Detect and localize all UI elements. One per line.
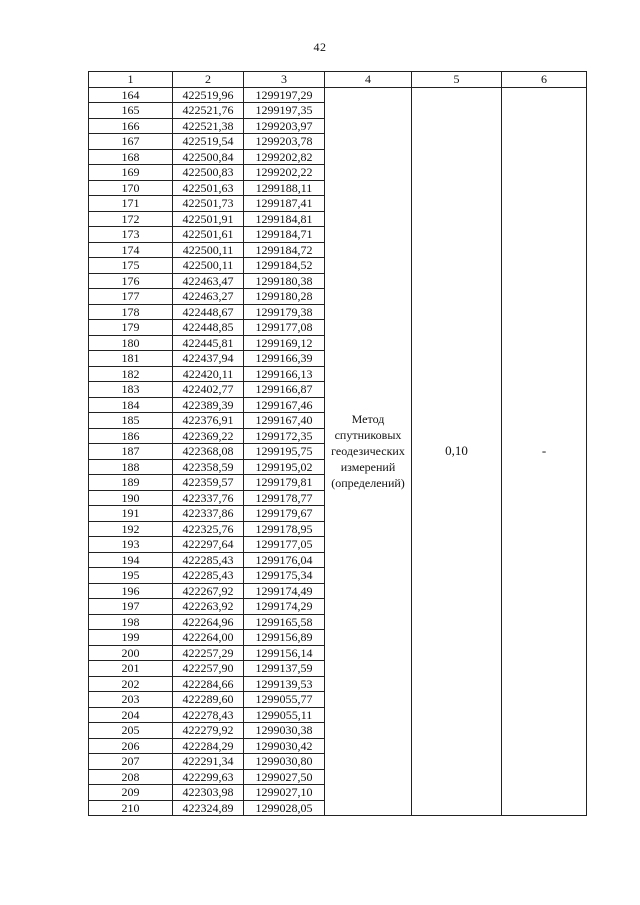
y-coordinate-cell: 1299197,35 xyxy=(244,103,325,119)
y-coordinate-cell: 1299172,35 xyxy=(244,428,325,444)
x-coordinate-cell: 422500,84 xyxy=(173,149,244,165)
x-coordinate-cell: 422519,54 xyxy=(173,134,244,150)
point-number-cell: 166 xyxy=(89,118,173,134)
column-header: 3 xyxy=(244,72,325,88)
point-number-cell: 178 xyxy=(89,304,173,320)
point-number-cell: 204 xyxy=(89,707,173,723)
x-coordinate-cell: 422500,11 xyxy=(173,258,244,274)
y-coordinate-cell: 1299177,05 xyxy=(244,537,325,553)
point-number-cell: 205 xyxy=(89,723,173,739)
y-coordinate-cell: 1299166,39 xyxy=(244,351,325,367)
point-number-cell: 185 xyxy=(89,413,173,429)
table-body xyxy=(89,87,587,816)
x-coordinate-cell: 422402,77 xyxy=(173,382,244,398)
x-coordinate-cell: 422463,47 xyxy=(173,273,244,289)
y-coordinate-cell: 1299167,46 xyxy=(244,397,325,413)
point-number-cell: 188 xyxy=(89,459,173,475)
y-coordinate-cell: 1299184,81 xyxy=(244,211,325,227)
point-number-cell: 196 xyxy=(89,583,173,599)
x-coordinate-cell: 422284,29 xyxy=(173,738,244,754)
x-coordinate-cell: 422337,76 xyxy=(173,490,244,506)
y-coordinate-cell: 1299184,71 xyxy=(244,227,325,243)
point-number-cell: 167 xyxy=(89,134,173,150)
y-coordinate-cell: 1299203,97 xyxy=(244,118,325,134)
column-header: 4 xyxy=(325,72,412,88)
y-coordinate-cell: 1299179,38 xyxy=(244,304,325,320)
point-number-cell: 193 xyxy=(89,537,173,553)
point-number-cell: 175 xyxy=(89,258,173,274)
point-number-cell: 210 xyxy=(89,800,173,816)
point-number-cell: 207 xyxy=(89,754,173,770)
y-coordinate-cell: 1299055,11 xyxy=(244,707,325,723)
table-row xyxy=(89,87,587,103)
point-number-cell: 174 xyxy=(89,242,173,258)
y-coordinate-cell: 1299166,87 xyxy=(244,382,325,398)
y-coordinate-cell: 1299195,02 xyxy=(244,459,325,475)
x-coordinate-cell: 422448,67 xyxy=(173,304,244,320)
y-coordinate-cell: 1299137,59 xyxy=(244,661,325,677)
point-number-cell: 202 xyxy=(89,676,173,692)
x-coordinate-cell: 422289,60 xyxy=(173,692,244,708)
y-coordinate-cell: 1299139,53 xyxy=(244,676,325,692)
point-number-cell: 195 xyxy=(89,568,173,584)
y-coordinate-cell: 1299202,82 xyxy=(244,149,325,165)
point-number-cell: 183 xyxy=(89,382,173,398)
y-coordinate-cell: 1299195,75 xyxy=(244,444,325,460)
y-coordinate-cell: 1299175,34 xyxy=(244,568,325,584)
point-number-cell: 173 xyxy=(89,227,173,243)
x-coordinate-cell: 422463,27 xyxy=(173,289,244,305)
x-coordinate-cell: 422521,76 xyxy=(173,103,244,119)
point-number-cell: 203 xyxy=(89,692,173,708)
y-coordinate-cell: 1299156,89 xyxy=(244,630,325,646)
x-coordinate-cell: 422291,34 xyxy=(173,754,244,770)
point-number-cell: 190 xyxy=(89,490,173,506)
x-coordinate-cell: 422264,00 xyxy=(173,630,244,646)
point-number-cell: 200 xyxy=(89,645,173,661)
y-coordinate-cell: 1299197,29 xyxy=(244,87,325,103)
x-coordinate-cell: 422519,96 xyxy=(173,87,244,103)
x-coordinate-cell: 422420,11 xyxy=(173,366,244,382)
x-coordinate-cell: 422303,98 xyxy=(173,785,244,801)
x-coordinate-cell: 422501,61 xyxy=(173,227,244,243)
point-number-cell: 198 xyxy=(89,614,173,630)
y-coordinate-cell: 1299188,11 xyxy=(244,180,325,196)
point-number-cell: 170 xyxy=(89,180,173,196)
point-number-cell: 199 xyxy=(89,630,173,646)
y-coordinate-cell: 1299178,77 xyxy=(244,490,325,506)
x-coordinate-cell: 422337,86 xyxy=(173,506,244,522)
point-number-cell: 191 xyxy=(89,506,173,522)
point-number-cell: 194 xyxy=(89,552,173,568)
point-number-cell: 208 xyxy=(89,769,173,785)
point-number-cell: 164 xyxy=(89,87,173,103)
y-coordinate-cell: 1299179,81 xyxy=(244,475,325,491)
x-coordinate-cell: 422264,96 xyxy=(173,614,244,630)
y-coordinate-cell: 1299028,05 xyxy=(244,800,325,816)
y-coordinate-cell: 1299174,29 xyxy=(244,599,325,615)
point-number-cell: 184 xyxy=(89,397,173,413)
x-coordinate-cell: 422501,91 xyxy=(173,211,244,227)
y-coordinate-cell: 1299030,80 xyxy=(244,754,325,770)
x-coordinate-cell: 422257,29 xyxy=(173,645,244,661)
point-number-cell: 179 xyxy=(89,320,173,336)
y-coordinate-cell: 1299178,95 xyxy=(244,521,325,537)
y-coordinate-cell: 1299166,13 xyxy=(244,366,325,382)
y-coordinate-cell: 1299030,38 xyxy=(244,723,325,739)
y-coordinate-cell: 1299055,77 xyxy=(244,692,325,708)
y-coordinate-cell: 1299187,41 xyxy=(244,196,325,212)
point-number-cell: 209 xyxy=(89,785,173,801)
x-coordinate-cell: 422368,08 xyxy=(173,444,244,460)
y-coordinate-cell: 1299203,78 xyxy=(244,134,325,150)
y-coordinate-cell: 1299180,28 xyxy=(244,289,325,305)
x-coordinate-cell: 422284,66 xyxy=(173,676,244,692)
point-number-cell: 168 xyxy=(89,149,173,165)
column-header: 2 xyxy=(173,72,244,88)
y-coordinate-cell: 1299167,40 xyxy=(244,413,325,429)
x-coordinate-cell: 422437,94 xyxy=(173,351,244,367)
x-coordinate-cell: 422369,22 xyxy=(173,428,244,444)
column-header: 1 xyxy=(89,72,173,88)
x-coordinate-cell: 422285,43 xyxy=(173,552,244,568)
method-cell: Метод спутниковых геодезических измерений (определений) xyxy=(325,87,412,816)
x-coordinate-cell: 422445,81 xyxy=(173,335,244,351)
x-coordinate-cell: 422325,76 xyxy=(173,521,244,537)
y-coordinate-cell: 1299174,49 xyxy=(244,583,325,599)
y-coordinate-cell: 1299165,58 xyxy=(244,614,325,630)
x-coordinate-cell: 422263,92 xyxy=(173,599,244,615)
x-coordinate-cell: 422267,92 xyxy=(173,583,244,599)
y-coordinate-cell: 1299180,38 xyxy=(244,273,325,289)
x-coordinate-cell: 422257,90 xyxy=(173,661,244,677)
point-number-cell: 169 xyxy=(89,165,173,181)
x-coordinate-cell: 422359,57 xyxy=(173,475,244,491)
y-coordinate-cell: 1299202,22 xyxy=(244,165,325,181)
x-coordinate-cell: 422358,59 xyxy=(173,459,244,475)
point-number-cell: 172 xyxy=(89,211,173,227)
coordinates-table xyxy=(88,71,587,816)
x-coordinate-cell: 422299,63 xyxy=(173,769,244,785)
x-coordinate-cell: 422279,92 xyxy=(173,723,244,739)
y-coordinate-cell: 1299027,50 xyxy=(244,769,325,785)
point-number-cell: 180 xyxy=(89,335,173,351)
x-coordinate-cell: 422521,38 xyxy=(173,118,244,134)
point-number-cell: 189 xyxy=(89,475,173,491)
x-coordinate-cell: 422501,63 xyxy=(173,180,244,196)
x-coordinate-cell: 422278,43 xyxy=(173,707,244,723)
x-coordinate-cell: 422376,91 xyxy=(173,413,244,429)
x-coordinate-cell: 422297,64 xyxy=(173,537,244,553)
x-coordinate-cell: 422324,89 xyxy=(173,800,244,816)
table-header-row xyxy=(89,72,587,88)
point-number-cell: 201 xyxy=(89,661,173,677)
point-number-cell: 171 xyxy=(89,196,173,212)
y-coordinate-cell: 1299184,72 xyxy=(244,242,325,258)
x-coordinate-cell: 422500,83 xyxy=(173,165,244,181)
y-coordinate-cell: 1299156,14 xyxy=(244,645,325,661)
point-number-cell: 176 xyxy=(89,273,173,289)
accuracy-cell: 0,10 xyxy=(412,87,502,816)
point-number-cell: 182 xyxy=(89,366,173,382)
x-coordinate-cell: 422448,85 xyxy=(173,320,244,336)
point-number-cell: 177 xyxy=(89,289,173,305)
point-number-cell: 187 xyxy=(89,444,173,460)
x-coordinate-cell: 422501,73 xyxy=(173,196,244,212)
y-coordinate-cell: 1299177,08 xyxy=(244,320,325,336)
y-coordinate-cell: 1299027,10 xyxy=(244,785,325,801)
y-coordinate-cell: 1299179,67 xyxy=(244,506,325,522)
point-number-cell: 206 xyxy=(89,738,173,754)
x-coordinate-cell: 422285,43 xyxy=(173,568,244,584)
x-coordinate-cell: 422500,11 xyxy=(173,242,244,258)
x-coordinate-cell: 422389,39 xyxy=(173,397,244,413)
point-number-cell: 186 xyxy=(89,428,173,444)
point-number-cell: 165 xyxy=(89,103,173,119)
column-header: 6 xyxy=(502,72,587,88)
y-coordinate-cell: 1299169,12 xyxy=(244,335,325,351)
point-number-cell: 197 xyxy=(89,599,173,615)
y-coordinate-cell: 1299184,52 xyxy=(244,258,325,274)
point-number-cell: 192 xyxy=(89,521,173,537)
point-number-cell: 181 xyxy=(89,351,173,367)
page-number: 42 xyxy=(313,40,327,54)
note-cell: - xyxy=(502,87,587,816)
column-header: 5 xyxy=(412,72,502,88)
y-coordinate-cell: 1299176,04 xyxy=(244,552,325,568)
y-coordinate-cell: 1299030,42 xyxy=(244,738,325,754)
